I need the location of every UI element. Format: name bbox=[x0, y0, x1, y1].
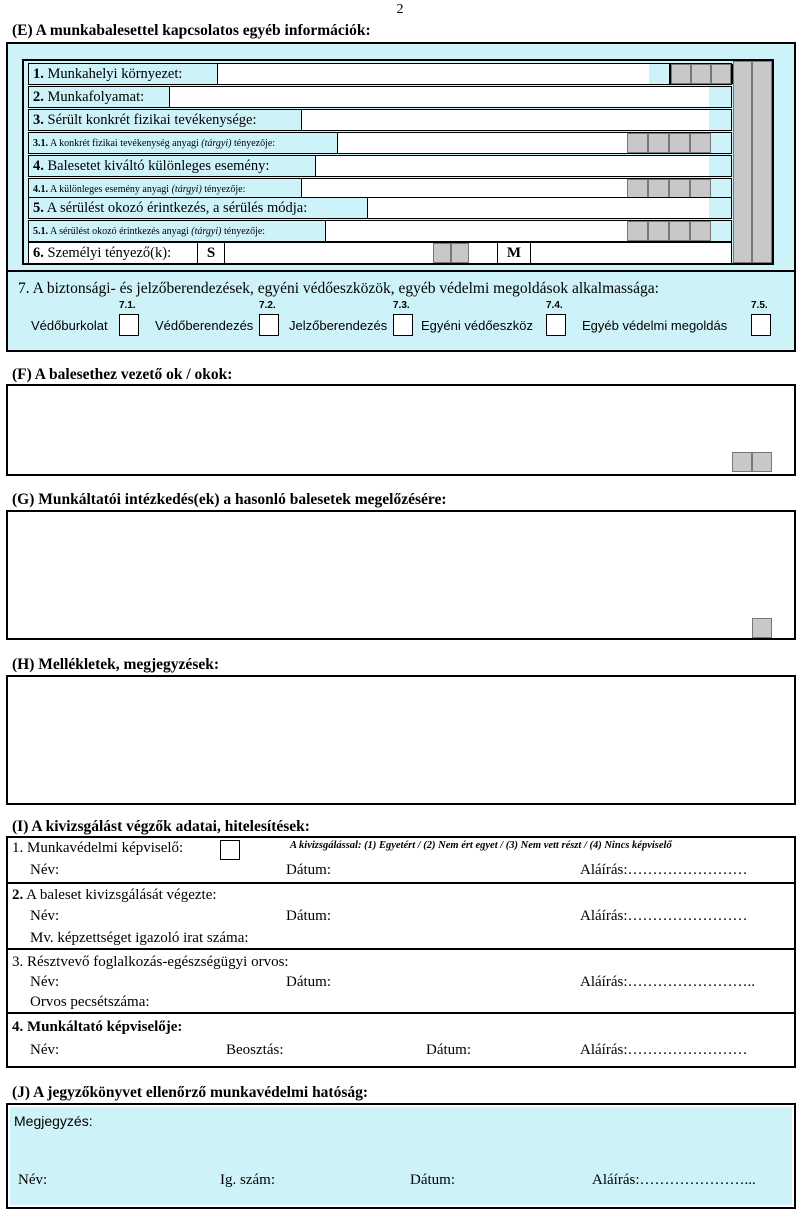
activity-material-field[interactable] bbox=[337, 133, 627, 153]
checkbox-7-2[interactable] bbox=[259, 314, 279, 336]
row-physical-activity: 3. Sérült konkrét fizikai tevékenysége: bbox=[28, 109, 732, 131]
authority-signature[interactable]: Aláírás:…………………... bbox=[592, 1172, 756, 1188]
employer-signature[interactable]: Aláírás:…………………… bbox=[580, 1042, 748, 1058]
safety-rep-date[interactable]: Dátum: bbox=[286, 862, 331, 878]
event-material-field[interactable] bbox=[301, 179, 627, 199]
special-event-field[interactable] bbox=[315, 156, 709, 176]
section-h-title: (H) Mellékletek, megjegyzések: bbox=[12, 656, 220, 673]
row-personal-factor: 6. Személyi tényező(k): S M bbox=[28, 242, 732, 264]
investigator-cert[interactable]: Mv. képzettséget igazoló irat száma: bbox=[30, 930, 249, 946]
employer-name[interactable]: Név: bbox=[30, 1042, 60, 1058]
doctor-date[interactable]: Dátum: bbox=[286, 974, 331, 990]
agreement-legend: A kivizsgálással: (1) Egyetért / (2) Nem ért egyet / (3) Nem vett részt / (4) Nincs képviselő bbox=[290, 840, 672, 851]
authority-date[interactable]: Dátum: bbox=[410, 1172, 455, 1188]
row-work-process: 2. Munkafolyamat: bbox=[28, 86, 732, 108]
section-g-title: (G) Munkáltatói intézkedés(ek) a hasonló balesetek megelőzésére: bbox=[12, 491, 447, 508]
investigator-name[interactable]: Név: bbox=[30, 908, 60, 924]
section-j-sign-row bbox=[10, 1169, 792, 1205]
doctor-title: 3. Résztvevő foglalkozás-egészségügyi orvos: bbox=[12, 954, 289, 970]
code-7-4: 7.4. bbox=[546, 300, 563, 311]
section-j-note-area[interactable] bbox=[10, 1107, 792, 1169]
section-j-title: (J) A jegyzőkönyvet ellenőrző munkavédelmi hatóság: bbox=[12, 1084, 369, 1101]
employer-position[interactable]: Beosztás: bbox=[226, 1042, 284, 1058]
row-special-event: 4. Balesetet kiváltó különleges esemény: bbox=[28, 155, 732, 177]
code-7-2: 7.2. bbox=[259, 300, 276, 311]
employer-title: 4. Munkáltató képviselője: bbox=[12, 1019, 183, 1035]
doctor-signature[interactable]: Aláírás:…………………….. bbox=[580, 974, 755, 990]
s-label: S bbox=[197, 243, 225, 263]
work-environment-field[interactable] bbox=[217, 64, 649, 84]
section-e-divider bbox=[8, 270, 794, 272]
code-7-1: 7.1. bbox=[119, 300, 136, 311]
block-safety-rep bbox=[8, 838, 794, 884]
row-contact: 5. A sérülést okozó érintkezés, a sérülés módja: bbox=[28, 197, 732, 219]
label-7-3: Jelzőberendezés bbox=[289, 318, 388, 333]
checkbox-7-5[interactable] bbox=[751, 314, 771, 336]
safety-rep-title: 1. Munkavédelmi képviselő: bbox=[12, 840, 184, 856]
contact-material-field[interactable] bbox=[325, 221, 627, 241]
item7-title: 7. A biztonsági- és jelzőberendezések, egyéni védőeszközök, egyéb védelmi megoldások alkalmassága: bbox=[18, 280, 659, 297]
safety-rep-checkbox[interactable] bbox=[220, 840, 240, 860]
block-investigator bbox=[8, 884, 794, 950]
m-label: M bbox=[497, 243, 531, 263]
investigator-signature[interactable]: Aláírás:…………………… bbox=[580, 908, 748, 924]
checkbox-7-3[interactable] bbox=[393, 314, 413, 336]
row-work-environment: 1. Munkahelyi környezet: bbox=[28, 63, 732, 85]
safety-rep-signature[interactable]: Aláírás:…………………… bbox=[580, 862, 748, 878]
physical-activity-field[interactable] bbox=[301, 110, 709, 130]
work-process-field[interactable] bbox=[169, 87, 709, 107]
safety-rep-name[interactable]: Név: bbox=[30, 862, 60, 878]
section-j-note-label: Megjegyzés: bbox=[14, 1113, 93, 1129]
label-7-2: Védőberendezés bbox=[155, 318, 254, 333]
label-7-5: Egyéb védelmi megoldás bbox=[582, 318, 728, 333]
section-h-box[interactable] bbox=[6, 675, 796, 805]
section-i-title: (I) A kivizsgálást végzők adatai, hitelesítések: bbox=[12, 818, 310, 835]
investigator-title: 2. A baleset kivizsgálását végezte: bbox=[12, 887, 217, 903]
authority-id[interactable]: Ig. szám: bbox=[220, 1172, 275, 1188]
doctor-stamp[interactable]: Orvos pecsétszáma: bbox=[30, 994, 150, 1010]
row-activity-material: 3.1. A konkrét fizikai tevékenység anyagi (tárgyi) tényezője: bbox=[28, 132, 732, 154]
doctor-name[interactable]: Név: bbox=[30, 974, 60, 990]
code-7-3: 7.3. bbox=[393, 300, 410, 311]
investigator-date[interactable]: Dátum: bbox=[286, 908, 331, 924]
employer-date[interactable]: Dátum: bbox=[426, 1042, 471, 1058]
section-f-box[interactable] bbox=[6, 384, 796, 476]
label-7-1: Védőburkolat bbox=[31, 318, 108, 333]
row-event-material: 4.1. A különleges esemény anyagi (tárgyi) tényezője: bbox=[28, 178, 732, 200]
row-contact-material: 5.1. A sérülést okozó érintkezés anyagi (tárgyi) tényezője: bbox=[28, 220, 732, 242]
section-f-title: (F) A balesethez vezető ok / okok: bbox=[12, 366, 233, 383]
page-number: 2 bbox=[396, 2, 404, 17]
authority-name[interactable]: Név: bbox=[18, 1172, 48, 1188]
block-doctor bbox=[8, 950, 794, 1014]
section-g-box[interactable] bbox=[6, 510, 796, 640]
code-7-5: 7.5. bbox=[751, 300, 768, 311]
label-7-4: Egyéni védőeszköz bbox=[421, 318, 534, 333]
contact-field[interactable] bbox=[367, 198, 709, 218]
section-e-title: (E) A munkabalesettel kapcsolatos egyéb információk: bbox=[12, 22, 371, 39]
code-column bbox=[733, 61, 772, 263]
checkbox-7-1[interactable] bbox=[119, 314, 139, 336]
block-employer bbox=[8, 1014, 794, 1066]
checkbox-7-4[interactable] bbox=[546, 314, 566, 336]
